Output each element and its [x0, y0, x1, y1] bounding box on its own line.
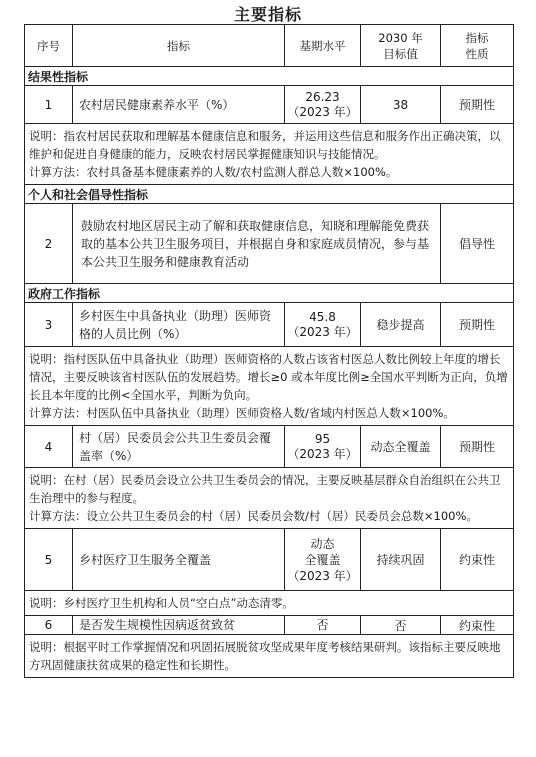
baseline-year: （2023 年）	[287, 568, 358, 583]
row-nature: 预期性	[441, 86, 514, 124]
header-target-line1: 2030 年	[378, 30, 423, 45]
note-row	[25, 124, 514, 185]
row-nature: 倡导性	[441, 204, 514, 284]
table-row	[25, 426, 514, 468]
header-target-line2: 目标值	[383, 46, 418, 61]
row-indicator: 乡村医生中具备执业（助理）医师资格的人员比例（%）	[73, 303, 285, 347]
note-row	[25, 468, 514, 529]
row-target: 否	[361, 616, 441, 635]
note-text: 说明：指村医队伍中具备执业（助理）医师资格的人数占该省村医总人数比例较上年度的增长情况，主要反映该省村医队伍的发展趋势。增长≥0 或本年度比例≥全国水平判断为正向，负增长且本年度的比例<全国水平，判断为负向。	[29, 352, 508, 402]
row-baseline	[285, 426, 361, 468]
baseline-year: （2023 年）	[287, 104, 358, 119]
header-seq: 序号	[25, 25, 73, 67]
row-seq: 6	[25, 616, 73, 635]
row-seq: 3	[25, 303, 73, 347]
indicator-table	[24, 24, 514, 678]
note-cell	[25, 468, 514, 529]
row-target: 38	[361, 86, 441, 124]
note-row	[25, 591, 514, 616]
row-baseline	[285, 529, 361, 591]
note-cell	[25, 347, 514, 426]
note-cell	[25, 124, 514, 185]
calc-text: 计算方法：设立公共卫生委员会的村（居）民委员会数/村（居）民委员会总数×100%。	[29, 509, 478, 523]
page-title: 主要指标	[233, 5, 302, 24]
note-text: 说明：在村（居）民委员会设立公共卫生委员会的情况，主要反映基层群众自治组织在公共卫生治理中的参与程度。	[29, 473, 501, 505]
row-indicator: 农村居民健康素养水平（%）	[73, 86, 285, 124]
note-cell	[25, 591, 514, 616]
section-title-social: 个人和社会倡导性指标	[25, 185, 514, 204]
note-text: 说明：根据平时工作掌握情况和巩固拓展脱贫攻坚成果年度考核结果研判。该指标主要反映地方巩固健康扶贫成果的稳定性和长期性。	[29, 640, 501, 672]
note-text: 说明：乡村医疗卫生机构和人员“空白点”动态清零。	[29, 596, 294, 610]
table-header-row	[25, 25, 514, 67]
row-nature: 约束性	[441, 616, 514, 635]
row-indicator: 是否发生规模性因病返贫致贫	[73, 616, 285, 635]
note-text: 说明：指农村居民获取和理解基本健康信息和服务，并运用这些信息和服务作出正确决策，以维护和促进自身健康的能力，反映农村居民掌握健康知识与技能情况。	[29, 129, 501, 161]
header-baseline: 基期水平	[285, 25, 361, 67]
section-row-result	[25, 67, 514, 86]
baseline-year: （2023 年）	[287, 324, 358, 339]
calc-text: 计算方法：村医队伍中具备执业（助理）医师资格人数/省域内村医总人数×100%。	[29, 406, 455, 420]
row-nature: 预期性	[441, 426, 514, 468]
table-row	[25, 86, 514, 124]
row-seq: 1	[25, 86, 73, 124]
table-row	[25, 616, 514, 635]
row-indicator: 鼓励农村地区居民主动了解和获取健康信息，知晓和理解能免费获取的基本公共卫生服务项目，并根据自身和家庭成员情况，参与基本公共卫生服务和健康教育活动	[73, 204, 441, 284]
note-cell	[25, 635, 514, 678]
header-nature-line2: 性质	[465, 46, 489, 61]
row-seq: 5	[25, 529, 73, 591]
row-seq: 4	[25, 426, 73, 468]
section-row-gov	[25, 284, 514, 303]
row-baseline: 否	[285, 616, 361, 635]
table-row	[25, 204, 514, 284]
row-target: 持续巩固	[361, 529, 441, 591]
header-target	[361, 25, 441, 67]
row-indicator: 村（居）民委员会公共卫生委员会覆盖率（%）	[73, 426, 285, 468]
baseline-value: 95	[314, 431, 331, 446]
row-baseline	[285, 303, 361, 347]
row-seq: 2	[25, 204, 73, 284]
row-nature: 约束性	[441, 529, 514, 591]
baseline-line1: 动态	[310, 536, 335, 551]
note-row	[25, 635, 514, 678]
calc-text: 计算方法：农村具备基本健康素养的人数/农村监测人群总人数×100%。	[29, 165, 398, 179]
row-baseline	[285, 86, 361, 124]
row-target: 稳步提高	[361, 303, 441, 347]
header-indicator: 指标	[73, 25, 285, 67]
table-row	[25, 303, 514, 347]
baseline-line2: 全覆盖	[304, 552, 341, 567]
section-row-social	[25, 185, 514, 204]
baseline-value: 26.23	[305, 89, 340, 104]
header-nature-line1: 指标	[465, 30, 489, 45]
note-row	[25, 347, 514, 426]
row-target: 动态全覆盖	[361, 426, 441, 468]
baseline-year: （2023 年）	[287, 446, 358, 461]
header-nature	[441, 25, 514, 67]
row-nature: 预期性	[441, 303, 514, 347]
section-title-result: 结果性指标	[25, 67, 514, 86]
section-title-gov: 政府工作指标	[25, 284, 514, 303]
table-row	[25, 529, 514, 591]
row-indicator: 乡村医疗卫生服务全覆盖	[73, 529, 285, 591]
baseline-value: 45.8	[309, 309, 336, 324]
